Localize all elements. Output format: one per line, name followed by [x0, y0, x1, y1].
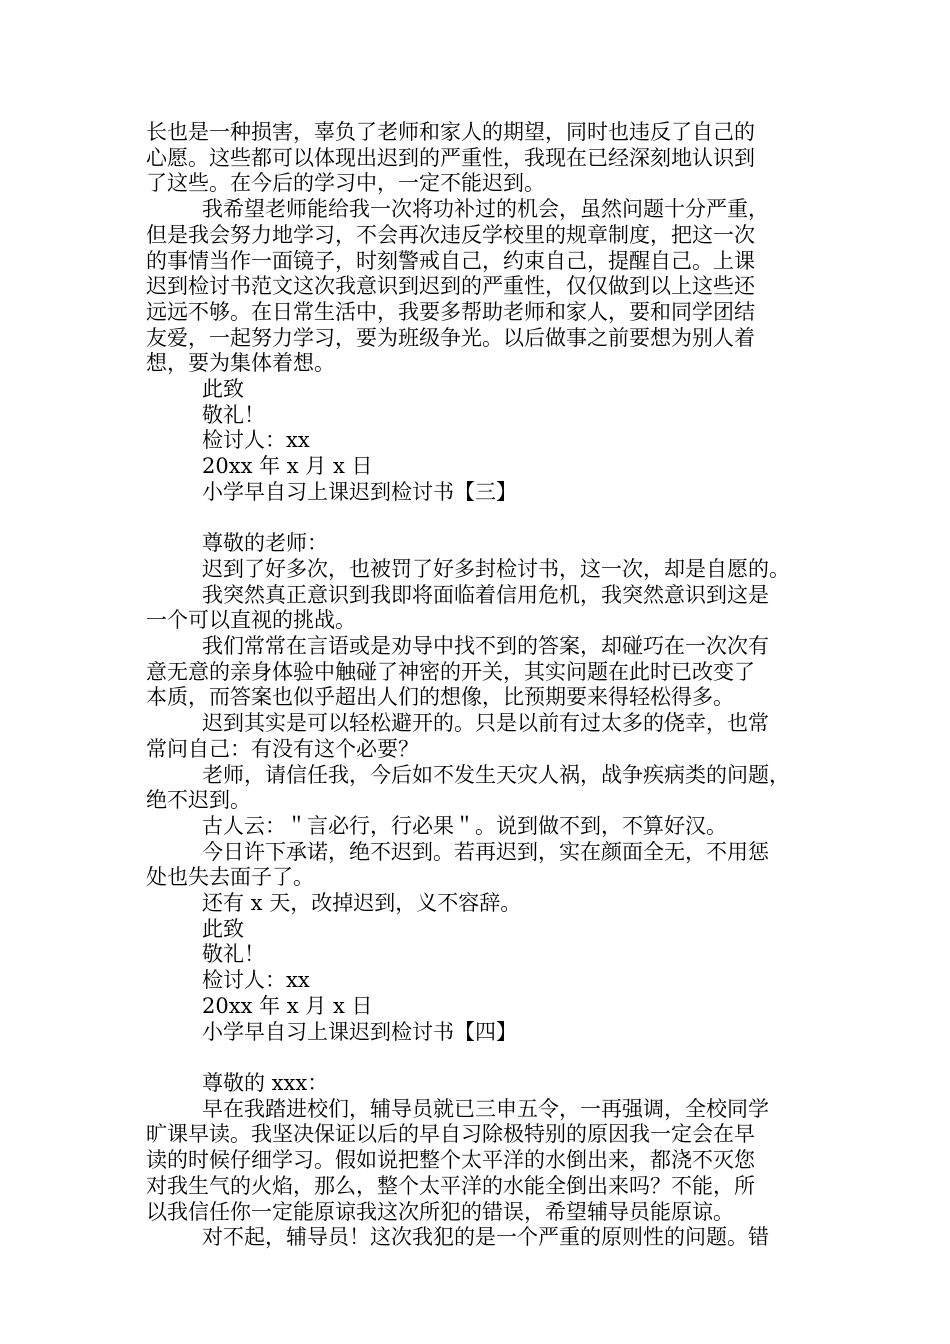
text-line: 了这些。在今后的学习中，一定不能迟到。: [146, 171, 545, 196]
text-line: 意无意的亲身体验中触碰了神密的开关，其实问题在此时已改变了: [146, 659, 755, 684]
text-line: 我突然真正意识到我即将面临着信用危机，我突然意识到这是: [202, 582, 769, 607]
closing-date: 20xx 年 x 月 x 日: [202, 993, 373, 1018]
closing-author: 检讨人：xx: [202, 428, 310, 453]
text-line: 绝不迟到。: [146, 788, 251, 813]
paragraph: [146, 840, 836, 891]
text-line: 老师，请信任我，今后如不发生天灾人祸，战争疾病类的问题，: [202, 762, 790, 787]
text-line: 还有 x 天，改掉迟到，义不容辞。: [202, 891, 522, 916]
text-line: 迟到其实是可以轻松避开的。只是以前有过太多的侥幸，也常: [202, 711, 769, 736]
letter-body: [146, 557, 836, 917]
text-line: 对不起，辅导员！这次我犯的是一个严重的原则性的问题。错: [202, 1225, 769, 1250]
paragraph: [146, 583, 836, 634]
section-heading: 小学早自习上课迟到检讨书【三】: [202, 479, 517, 504]
text-line: 古人云：＂言必行，行必果＂。说到做不到，不算好汉。: [202, 813, 727, 838]
paragraph: [146, 763, 836, 814]
letter-body: [146, 1097, 836, 1251]
text-line: 对我生气的火焰，那么，整个太平洋的水能全倒出来吗？不能，所: [146, 1173, 755, 1198]
paragraph: [146, 814, 836, 840]
salutation: 尊敬的 xxx：: [202, 1070, 329, 1095]
text-line: 但是我会努力地学习，不会再次违反学校里的规章制度，把这一次: [146, 222, 755, 247]
closing-author: 检讨人：xx: [202, 968, 310, 993]
text-line: 常问自己：有没有这个必要？: [146, 736, 419, 761]
text-line: 以我信任你一定能原谅我这次所犯的错误，希望辅导员能原谅。: [146, 1199, 734, 1224]
text-line: 处也失去面子了。: [146, 865, 314, 890]
text-line: 我们常常在言语或是劝导中找不到的答案，却碰巧在一次次有: [202, 634, 769, 659]
paragraph: [146, 557, 836, 583]
paragraph: [146, 1225, 836, 1251]
document-body: [146, 120, 836, 1251]
closing-date: 20xx 年 x 月 x 日: [202, 454, 373, 479]
blank-line: [146, 1045, 836, 1071]
text-line: 迟到检讨书范文这次我意识到迟到的严重性，仅仅做到以上这些还: [146, 274, 755, 299]
paragraph: [146, 634, 836, 711]
text-line: 长也是一种损害，辜负了老师和家人的期望，同时也违反了自己的: [146, 120, 755, 144]
text-line: 读的时候仔细学习。假如说把整个太平洋的水倒出来，都浇不灭您: [146, 1148, 755, 1173]
text-line: 早在我踏进校们，辅导员就已三申五令，一再强调，全校同学: [202, 1096, 769, 1121]
closing-jingli: 敬礼！: [202, 942, 265, 967]
closing-block: [146, 917, 836, 1020]
text-line: 我希望老师能给我一次将功补过的机会，虽然问题十分严重，: [202, 197, 769, 222]
closing-jingli: 敬礼！: [202, 402, 265, 427]
paragraph: [146, 1097, 836, 1226]
text-line: 一个可以直视的挑战。: [146, 608, 356, 633]
text-line: 想，要为集体着想。: [146, 351, 335, 376]
closing-block: [146, 377, 836, 480]
text-line: 今日许下承诺，绝不迟到。若再迟到，实在颜面全无，不用惩: [202, 839, 769, 864]
text-line: 旷课早读。我坚决保证以后的早自习除极特别的原因我一定会在早: [146, 1122, 755, 1147]
section-heading: 小学早自习上课迟到检讨书【四】: [202, 1019, 517, 1044]
salutation: 尊敬的老师：: [202, 531, 328, 556]
paragraph-continued: [146, 120, 836, 197]
text-line: 友爱，一起努力学习，要为班级争光。以后做事之前要想为别人着: [146, 325, 755, 350]
text-line: 远远不够。在日常生活中，我要多帮助老师和家人，要和同学团结: [146, 299, 755, 324]
blank-line: [146, 506, 836, 532]
paragraph: [146, 891, 836, 917]
text-line: 本质，而答案也似乎超出人们的想像，比预期要来得轻松得多。: [146, 685, 734, 710]
closing-cizhi: 此致: [202, 916, 244, 941]
text-line: 心愿。这些都可以体现出迟到的严重性，我现在已经深刻地认识到: [146, 145, 755, 170]
text-line: 迟到了好多次，也被罚了好多封检讨书，这一次，却是自愿的。: [202, 556, 790, 581]
paragraph: [146, 711, 836, 762]
text-line: 的事情当作一面镜子，时刻警戒自己，约束自己，提醒自己。上课: [146, 248, 755, 273]
closing-cizhi: 此致: [202, 377, 244, 402]
paragraph-resolution: [146, 197, 836, 377]
